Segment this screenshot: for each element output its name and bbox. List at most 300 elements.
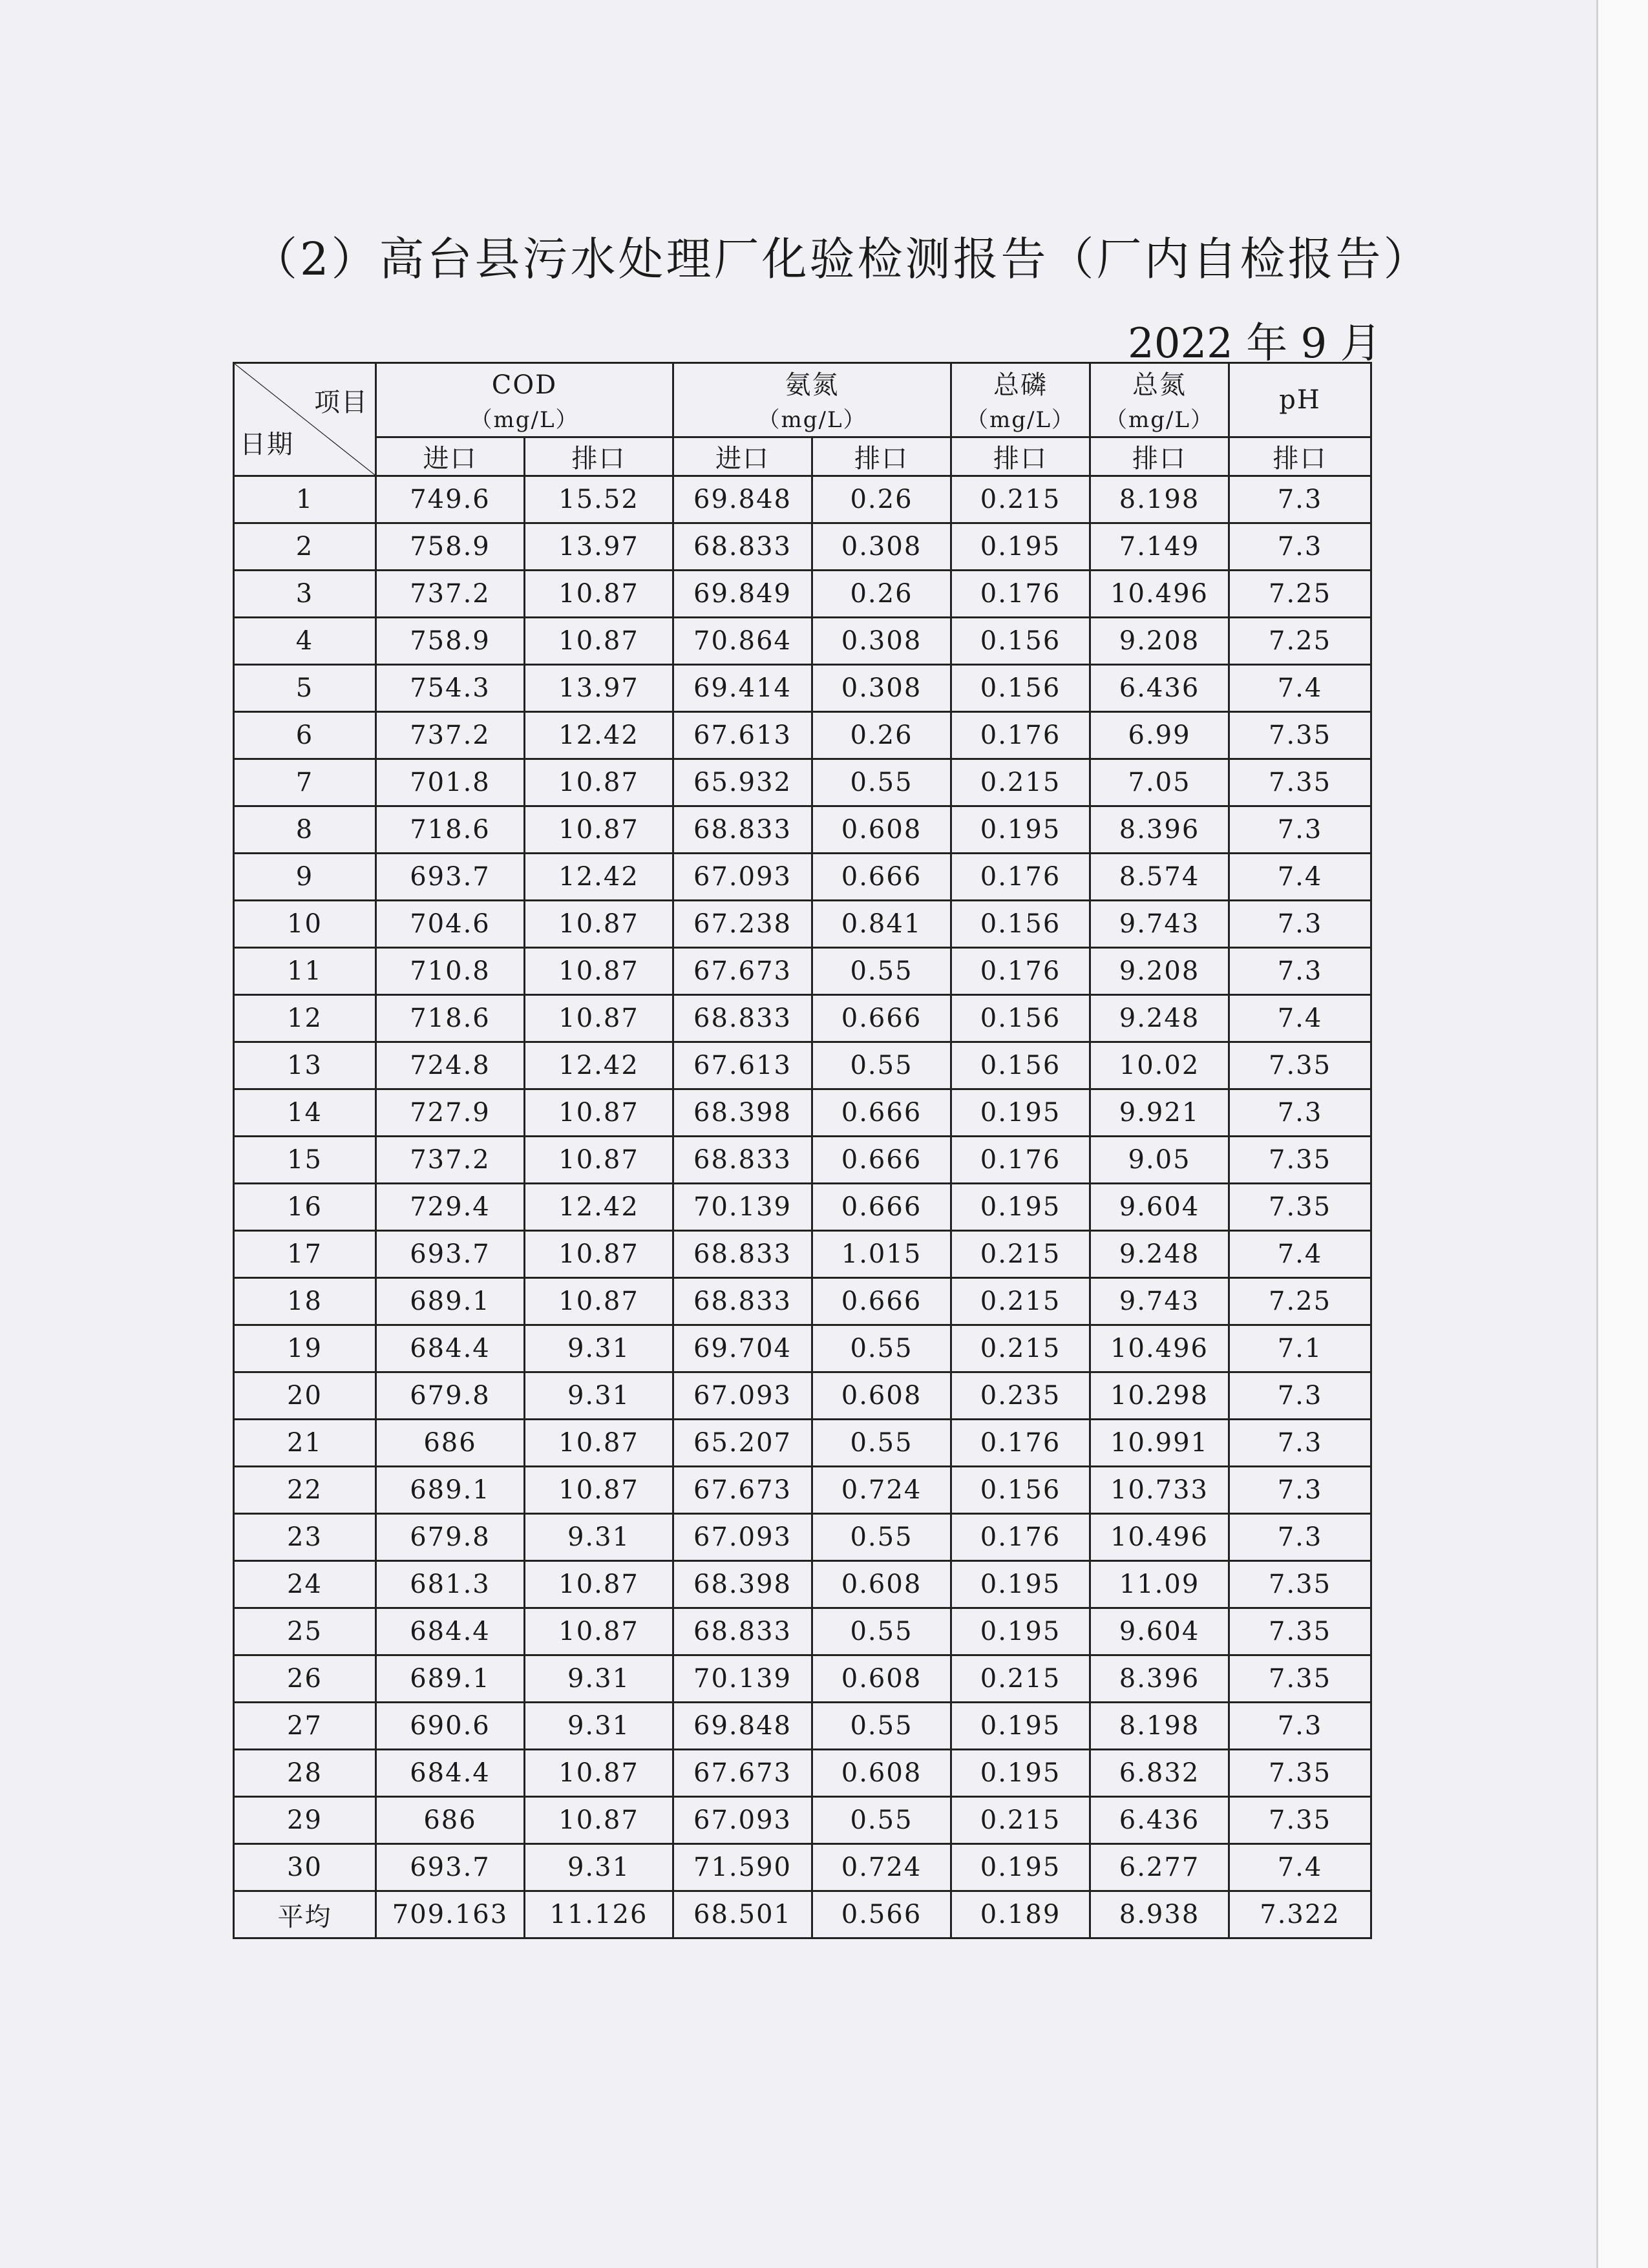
cell-tp-outlet: 0.195 bbox=[951, 1561, 1090, 1608]
cell-ammonia-outlet: 0.55 bbox=[812, 1797, 951, 1844]
cell-tn-outlet: 8.396 bbox=[1090, 806, 1229, 854]
subheader-cod-outlet: 排口 bbox=[525, 437, 673, 476]
cell-ammonia-inlet: 68.833 bbox=[673, 523, 812, 571]
cell-ph-outlet: 7.35 bbox=[1229, 1655, 1371, 1703]
header-group-total-nitrogen: 总氮 （mg/L） bbox=[1090, 363, 1229, 437]
cell-day: 13 bbox=[234, 1042, 376, 1089]
cell-cod-outlet: 13.97 bbox=[525, 523, 673, 571]
cell-tp-outlet: 0.195 bbox=[951, 1089, 1090, 1137]
table-row bbox=[234, 1703, 1371, 1750]
cell-cod-outlet: 12.42 bbox=[525, 1184, 673, 1231]
cell-cod-outlet: 10.87 bbox=[525, 1278, 673, 1325]
cell-ph-outlet: 7.35 bbox=[1229, 1137, 1371, 1184]
table-row bbox=[234, 948, 1371, 995]
table-row bbox=[234, 995, 1371, 1042]
header-group-cod: COD （mg/L） bbox=[376, 363, 673, 437]
cell-tn-outlet: 10.496 bbox=[1090, 571, 1229, 618]
cell-ammonia-outlet: 0.724 bbox=[812, 1844, 951, 1891]
cell-tn-outlet: 9.743 bbox=[1090, 901, 1229, 948]
cell-tn-outlet: 6.436 bbox=[1090, 1797, 1229, 1844]
cell-tp-outlet: 0.215 bbox=[951, 1325, 1090, 1372]
subheader-cod-inlet: 进口 bbox=[376, 437, 525, 476]
cell-cod-inlet: 710.8 bbox=[376, 948, 525, 995]
cell-cod-inlet: 693.7 bbox=[376, 1231, 525, 1278]
average-row bbox=[234, 1891, 1371, 1938]
cell-ammonia-outlet: 0.666 bbox=[812, 995, 951, 1042]
cell-tp-outlet: 0.215 bbox=[951, 476, 1090, 523]
cell-tn-outlet: 9.921 bbox=[1090, 1089, 1229, 1137]
cell-cod-inlet: 704.6 bbox=[376, 901, 525, 948]
cell-ph-outlet: 7.3 bbox=[1229, 1372, 1371, 1420]
cell-tn-outlet: 9.743 bbox=[1090, 1278, 1229, 1325]
table-row bbox=[234, 1089, 1371, 1137]
cell-cod-inlet: 690.6 bbox=[376, 1703, 525, 1750]
cell-cod-inlet: 684.4 bbox=[376, 1325, 525, 1372]
table-row bbox=[234, 1750, 1371, 1797]
cell-tn-outlet: 11.09 bbox=[1090, 1561, 1229, 1608]
cell-ph-outlet: 7.35 bbox=[1229, 1042, 1371, 1089]
cell-cod-inlet: 693.7 bbox=[376, 854, 525, 901]
cell-tp-outlet: 0.195 bbox=[951, 1703, 1090, 1750]
cell-tn-outlet: 10.496 bbox=[1090, 1514, 1229, 1561]
cell-tn-outlet: 9.208 bbox=[1090, 618, 1229, 665]
cell-ph-outlet: 7.3 bbox=[1229, 806, 1371, 854]
cell-ammonia-inlet: 70.139 bbox=[673, 1655, 812, 1703]
cell-cod-outlet: 10.87 bbox=[525, 901, 673, 948]
scanner-edge bbox=[1596, 0, 1648, 2268]
cell-cod-outlet: 10.87 bbox=[525, 1467, 673, 1514]
cell-ammonia-inlet: 67.093 bbox=[673, 1372, 812, 1420]
cell-tp-outlet: 0.235 bbox=[951, 1372, 1090, 1420]
cell-ammonia-outlet: 0.55 bbox=[812, 948, 951, 995]
cell-cod-inlet: 679.8 bbox=[376, 1514, 525, 1561]
cell-ph-outlet: 7.35 bbox=[1229, 1797, 1371, 1844]
average-day: 平均 bbox=[234, 1891, 376, 1938]
average-cod-inlet: 709.163 bbox=[376, 1891, 525, 1938]
cell-tp-outlet: 0.215 bbox=[951, 1278, 1090, 1325]
cell-day: 28 bbox=[234, 1750, 376, 1797]
cell-cod-inlet: 689.1 bbox=[376, 1278, 525, 1325]
cell-ammonia-outlet: 0.608 bbox=[812, 806, 951, 854]
cell-tn-outlet: 8.198 bbox=[1090, 1703, 1229, 1750]
table-row bbox=[234, 1042, 1371, 1089]
cell-ammonia-outlet: 0.608 bbox=[812, 1561, 951, 1608]
report-date: 2022 年 9 月 bbox=[1128, 320, 1382, 368]
cell-day: 7 bbox=[234, 759, 376, 806]
cell-ammonia-outlet: 0.55 bbox=[812, 1703, 951, 1750]
cell-ph-outlet: 7.35 bbox=[1229, 1184, 1371, 1231]
subheader-ammonia-outlet: 排口 bbox=[812, 437, 951, 476]
cell-cod-inlet: 754.3 bbox=[376, 665, 525, 712]
cell-cod-inlet: 737.2 bbox=[376, 712, 525, 759]
cell-ammonia-outlet: 0.26 bbox=[812, 571, 951, 618]
cell-cod-inlet: 758.9 bbox=[376, 618, 525, 665]
cell-tp-outlet: 0.156 bbox=[951, 1467, 1090, 1514]
cell-cod-outlet: 9.31 bbox=[525, 1703, 673, 1750]
cell-ammonia-outlet: 0.308 bbox=[812, 523, 951, 571]
cell-tn-outlet: 9.604 bbox=[1090, 1184, 1229, 1231]
cell-day: 3 bbox=[234, 571, 376, 618]
cell-tn-outlet: 6.99 bbox=[1090, 712, 1229, 759]
subheader-ammonia-inlet: 进口 bbox=[673, 437, 812, 476]
table-body bbox=[234, 476, 1371, 1938]
report-table bbox=[233, 362, 1372, 1939]
cell-cod-inlet: 689.1 bbox=[376, 1655, 525, 1703]
cell-cod-inlet: 701.8 bbox=[376, 759, 525, 806]
header-row-top bbox=[234, 363, 1371, 437]
cell-ph-outlet: 7.25 bbox=[1229, 1278, 1371, 1325]
cell-ammonia-inlet: 70.864 bbox=[673, 618, 812, 665]
table-row bbox=[234, 618, 1371, 665]
cell-cod-inlet: 684.4 bbox=[376, 1608, 525, 1655]
cell-ammonia-outlet: 0.308 bbox=[812, 618, 951, 665]
cell-ph-outlet: 7.35 bbox=[1229, 759, 1371, 806]
table-row bbox=[234, 571, 1371, 618]
header-group-total-phosphorus: 总磷 （mg/L） bbox=[951, 363, 1090, 437]
cell-cod-outlet: 12.42 bbox=[525, 854, 673, 901]
table-row bbox=[234, 759, 1371, 806]
table-row bbox=[234, 901, 1371, 948]
cell-cod-outlet: 9.31 bbox=[525, 1372, 673, 1420]
cell-day: 8 bbox=[234, 806, 376, 854]
cell-tp-outlet: 0.156 bbox=[951, 665, 1090, 712]
cell-tp-outlet: 0.176 bbox=[951, 712, 1090, 759]
cell-tp-outlet: 0.195 bbox=[951, 1844, 1090, 1891]
cell-ammonia-outlet: 0.666 bbox=[812, 1137, 951, 1184]
cell-ph-outlet: 7.4 bbox=[1229, 665, 1371, 712]
cell-ammonia-inlet: 68.833 bbox=[673, 1137, 812, 1184]
cell-cod-inlet: 737.2 bbox=[376, 571, 525, 618]
cell-day: 5 bbox=[234, 665, 376, 712]
cell-ph-outlet: 7.3 bbox=[1229, 948, 1371, 995]
cell-tp-outlet: 0.215 bbox=[951, 759, 1090, 806]
cell-ammonia-inlet: 69.414 bbox=[673, 665, 812, 712]
cell-ph-outlet: 7.3 bbox=[1229, 1703, 1371, 1750]
cell-ph-outlet: 7.35 bbox=[1229, 1750, 1371, 1797]
cell-tp-outlet: 0.195 bbox=[951, 1608, 1090, 1655]
header-group-ammonia: 氨氮 （mg/L） bbox=[673, 363, 951, 437]
table-row bbox=[234, 1797, 1371, 1844]
cell-day: 24 bbox=[234, 1561, 376, 1608]
cell-cod-inlet: 686 bbox=[376, 1420, 525, 1467]
cell-cod-outlet: 15.52 bbox=[525, 476, 673, 523]
cell-ammonia-inlet: 68.398 bbox=[673, 1089, 812, 1137]
cell-cod-inlet: 758.9 bbox=[376, 523, 525, 571]
table-row bbox=[234, 1231, 1371, 1278]
cell-tp-outlet: 0.176 bbox=[951, 571, 1090, 618]
cell-tp-outlet: 0.195 bbox=[951, 523, 1090, 571]
cell-cod-outlet: 9.31 bbox=[525, 1655, 673, 1703]
cell-ammonia-outlet: 0.55 bbox=[812, 1608, 951, 1655]
cell-ammonia-outlet: 0.666 bbox=[812, 854, 951, 901]
cell-cod-inlet: 684.4 bbox=[376, 1750, 525, 1797]
header-corner-cell bbox=[234, 363, 376, 476]
cell-tp-outlet: 0.215 bbox=[951, 1797, 1090, 1844]
average-cod-outlet: 11.126 bbox=[525, 1891, 673, 1938]
cell-ammonia-inlet: 67.093 bbox=[673, 1514, 812, 1561]
average-tn-outlet: 8.938 bbox=[1090, 1891, 1229, 1938]
cell-tp-outlet: 0.176 bbox=[951, 854, 1090, 901]
cell-day: 18 bbox=[234, 1278, 376, 1325]
cell-cod-inlet: 749.6 bbox=[376, 476, 525, 523]
cell-day: 12 bbox=[234, 995, 376, 1042]
cell-tp-outlet: 0.156 bbox=[951, 1042, 1090, 1089]
table-row bbox=[234, 523, 1371, 571]
cell-cod-inlet: 686 bbox=[376, 1797, 525, 1844]
cell-day: 25 bbox=[234, 1608, 376, 1655]
average-tp-outlet: 0.189 bbox=[951, 1891, 1090, 1938]
cell-ammonia-outlet: 0.55 bbox=[812, 1514, 951, 1561]
cell-day: 6 bbox=[234, 712, 376, 759]
header-row-sub bbox=[234, 437, 1371, 476]
report-title: （2）高台县污水处理厂化验检测报告（厂内自检报告） bbox=[252, 233, 1431, 286]
cell-cod-outlet: 10.87 bbox=[525, 618, 673, 665]
cell-ammonia-inlet: 68.833 bbox=[673, 995, 812, 1042]
cell-ammonia-inlet: 68.398 bbox=[673, 1561, 812, 1608]
cell-cod-outlet: 10.87 bbox=[525, 1089, 673, 1137]
cell-tn-outlet: 6.832 bbox=[1090, 1750, 1229, 1797]
cell-ammonia-inlet: 68.833 bbox=[673, 1608, 812, 1655]
cell-cod-outlet: 12.42 bbox=[525, 1042, 673, 1089]
cell-tp-outlet: 0.215 bbox=[951, 1231, 1090, 1278]
table-row bbox=[234, 1137, 1371, 1184]
cell-ammonia-outlet: 0.308 bbox=[812, 665, 951, 712]
cell-ammonia-inlet: 67.093 bbox=[673, 854, 812, 901]
table-row bbox=[234, 1278, 1371, 1325]
cell-ph-outlet: 7.1 bbox=[1229, 1325, 1371, 1372]
cell-ammonia-inlet: 67.093 bbox=[673, 1797, 812, 1844]
cell-cod-outlet: 10.87 bbox=[525, 1137, 673, 1184]
cell-ammonia-inlet: 71.590 bbox=[673, 1844, 812, 1891]
cell-ammonia-outlet: 0.55 bbox=[812, 1042, 951, 1089]
cell-ph-outlet: 7.4 bbox=[1229, 854, 1371, 901]
cell-ph-outlet: 7.25 bbox=[1229, 618, 1371, 665]
subheader-tn-outlet: 排口 bbox=[1090, 437, 1229, 476]
cell-cod-outlet: 10.87 bbox=[525, 1420, 673, 1467]
table-row bbox=[234, 476, 1371, 523]
cell-cod-inlet: 727.9 bbox=[376, 1089, 525, 1137]
cell-ammonia-outlet: 0.608 bbox=[812, 1750, 951, 1797]
cell-cod-outlet: 10.87 bbox=[525, 1797, 673, 1844]
cell-tn-outlet: 10.02 bbox=[1090, 1042, 1229, 1089]
cell-tp-outlet: 0.176 bbox=[951, 1514, 1090, 1561]
cell-tn-outlet: 8.574 bbox=[1090, 854, 1229, 901]
table-row bbox=[234, 1844, 1371, 1891]
cell-tn-outlet: 8.198 bbox=[1090, 476, 1229, 523]
table-row bbox=[234, 665, 1371, 712]
cell-cod-inlet: 681.3 bbox=[376, 1561, 525, 1608]
cell-ammonia-outlet: 0.26 bbox=[812, 476, 951, 523]
cell-tn-outlet: 6.436 bbox=[1090, 665, 1229, 712]
table-row bbox=[234, 1420, 1371, 1467]
cell-ph-outlet: 7.3 bbox=[1229, 476, 1371, 523]
cell-tn-outlet: 9.248 bbox=[1090, 1231, 1229, 1278]
cell-day: 19 bbox=[234, 1325, 376, 1372]
cell-tp-outlet: 0.195 bbox=[951, 806, 1090, 854]
cell-tn-outlet: 9.208 bbox=[1090, 948, 1229, 995]
cell-day: 2 bbox=[234, 523, 376, 571]
cell-day: 15 bbox=[234, 1137, 376, 1184]
cell-ammonia-outlet: 0.841 bbox=[812, 901, 951, 948]
cell-cod-outlet: 12.42 bbox=[525, 712, 673, 759]
cell-cod-outlet: 10.87 bbox=[525, 1561, 673, 1608]
cell-day: 4 bbox=[234, 618, 376, 665]
cell-ammonia-inlet: 69.848 bbox=[673, 476, 812, 523]
cell-ammonia-inlet: 67.613 bbox=[673, 712, 812, 759]
cell-tn-outlet: 9.604 bbox=[1090, 1608, 1229, 1655]
cell-day: 14 bbox=[234, 1089, 376, 1137]
cell-tp-outlet: 0.176 bbox=[951, 1137, 1090, 1184]
cell-ammonia-outlet: 0.608 bbox=[812, 1372, 951, 1420]
cell-day: 29 bbox=[234, 1797, 376, 1844]
table-row bbox=[234, 1561, 1371, 1608]
cell-ammonia-outlet: 0.724 bbox=[812, 1467, 951, 1514]
cell-ammonia-inlet: 65.932 bbox=[673, 759, 812, 806]
cell-ammonia-outlet: 0.608 bbox=[812, 1655, 951, 1703]
cell-ph-outlet: 7.3 bbox=[1229, 1514, 1371, 1561]
cell-cod-outlet: 10.87 bbox=[525, 1750, 673, 1797]
cell-ammonia-inlet: 69.704 bbox=[673, 1325, 812, 1372]
cell-ammonia-inlet: 65.207 bbox=[673, 1420, 812, 1467]
cell-ph-outlet: 7.35 bbox=[1229, 1561, 1371, 1608]
cell-ammonia-outlet: 0.26 bbox=[812, 712, 951, 759]
cell-tp-outlet: 0.176 bbox=[951, 948, 1090, 995]
cell-cod-outlet: 10.87 bbox=[525, 948, 673, 995]
cell-tp-outlet: 0.156 bbox=[951, 901, 1090, 948]
cell-cod-inlet: 718.6 bbox=[376, 995, 525, 1042]
corner-date-label: 日期 bbox=[240, 430, 294, 459]
cell-tp-outlet: 0.215 bbox=[951, 1655, 1090, 1703]
cell-cod-inlet: 737.2 bbox=[376, 1137, 525, 1184]
cell-ph-outlet: 7.3 bbox=[1229, 901, 1371, 948]
table-row bbox=[234, 1184, 1371, 1231]
cell-day: 22 bbox=[234, 1467, 376, 1514]
cell-cod-inlet: 724.8 bbox=[376, 1042, 525, 1089]
cell-ammonia-inlet: 68.833 bbox=[673, 1278, 812, 1325]
cell-cod-outlet: 9.31 bbox=[525, 1514, 673, 1561]
cell-cod-outlet: 10.87 bbox=[525, 759, 673, 806]
cell-day: 20 bbox=[234, 1372, 376, 1420]
cell-tn-outlet: 6.277 bbox=[1090, 1844, 1229, 1891]
cell-cod-outlet: 10.87 bbox=[525, 1608, 673, 1655]
table-row bbox=[234, 854, 1371, 901]
cell-cod-outlet: 10.87 bbox=[525, 571, 673, 618]
cell-ammonia-outlet: 1.015 bbox=[812, 1231, 951, 1278]
cell-ammonia-outlet: 0.55 bbox=[812, 1420, 951, 1467]
header-group-ph: pH bbox=[1229, 363, 1371, 437]
cell-tn-outlet: 9.248 bbox=[1090, 995, 1229, 1042]
table-row bbox=[234, 1608, 1371, 1655]
cell-day: 17 bbox=[234, 1231, 376, 1278]
average-ph-outlet: 7.322 bbox=[1229, 1891, 1371, 1938]
table-row bbox=[234, 712, 1371, 759]
table-row bbox=[234, 1325, 1371, 1372]
cell-ammonia-inlet: 68.833 bbox=[673, 1231, 812, 1278]
cell-ammonia-inlet: 69.848 bbox=[673, 1703, 812, 1750]
cell-tn-outlet: 8.396 bbox=[1090, 1655, 1229, 1703]
cell-ph-outlet: 7.35 bbox=[1229, 1608, 1371, 1655]
cell-tn-outlet: 7.05 bbox=[1090, 759, 1229, 806]
table-row bbox=[234, 806, 1371, 854]
cell-tp-outlet: 0.156 bbox=[951, 618, 1090, 665]
cell-day: 1 bbox=[234, 476, 376, 523]
average-ammonia-outlet: 0.566 bbox=[812, 1891, 951, 1938]
cell-ph-outlet: 7.35 bbox=[1229, 712, 1371, 759]
cell-tn-outlet: 10.496 bbox=[1090, 1325, 1229, 1372]
cell-ammonia-outlet: 0.666 bbox=[812, 1089, 951, 1137]
cell-cod-inlet: 718.6 bbox=[376, 806, 525, 854]
cell-tp-outlet: 0.195 bbox=[951, 1750, 1090, 1797]
table-row bbox=[234, 1372, 1371, 1420]
cell-ph-outlet: 7.4 bbox=[1229, 1231, 1371, 1278]
cell-ammonia-outlet: 0.666 bbox=[812, 1278, 951, 1325]
cell-cod-outlet: 10.87 bbox=[525, 1231, 673, 1278]
cell-ammonia-outlet: 0.55 bbox=[812, 759, 951, 806]
cell-tn-outlet: 9.05 bbox=[1090, 1137, 1229, 1184]
cell-cod-outlet: 13.97 bbox=[525, 665, 673, 712]
cell-ph-outlet: 7.4 bbox=[1229, 995, 1371, 1042]
cell-ammonia-inlet: 67.238 bbox=[673, 901, 812, 948]
cell-ph-outlet: 7.3 bbox=[1229, 1467, 1371, 1514]
cell-cod-inlet: 729.4 bbox=[376, 1184, 525, 1231]
cell-cod-outlet: 10.87 bbox=[525, 806, 673, 854]
cell-cod-outlet: 9.31 bbox=[525, 1844, 673, 1891]
cell-cod-inlet: 693.7 bbox=[376, 1844, 525, 1891]
cell-day: 16 bbox=[234, 1184, 376, 1231]
table-row bbox=[234, 1514, 1371, 1561]
table-row bbox=[234, 1467, 1371, 1514]
cell-ph-outlet: 7.3 bbox=[1229, 523, 1371, 571]
cell-ammonia-inlet: 67.673 bbox=[673, 948, 812, 995]
cell-ph-outlet: 7.3 bbox=[1229, 1089, 1371, 1137]
cell-day: 27 bbox=[234, 1703, 376, 1750]
cell-day: 21 bbox=[234, 1420, 376, 1467]
cell-day: 30 bbox=[234, 1844, 376, 1891]
table-row bbox=[234, 1655, 1371, 1703]
cell-tn-outlet: 10.991 bbox=[1090, 1420, 1229, 1467]
cell-ph-outlet: 7.4 bbox=[1229, 1844, 1371, 1891]
cell-day: 11 bbox=[234, 948, 376, 995]
cell-tp-outlet: 0.176 bbox=[951, 1420, 1090, 1467]
cell-tn-outlet: 7.149 bbox=[1090, 523, 1229, 571]
cell-tp-outlet: 0.195 bbox=[951, 1184, 1090, 1231]
cell-ammonia-outlet: 0.55 bbox=[812, 1325, 951, 1372]
corner-item-label: 项目 bbox=[314, 388, 368, 417]
cell-day: 10 bbox=[234, 901, 376, 948]
cell-ammonia-inlet: 70.139 bbox=[673, 1184, 812, 1231]
cell-day: 9 bbox=[234, 854, 376, 901]
subheader-ph-outlet: 排口 bbox=[1229, 437, 1371, 476]
cell-day: 23 bbox=[234, 1514, 376, 1561]
cell-ammonia-outlet: 0.666 bbox=[812, 1184, 951, 1231]
cell-ammonia-inlet: 68.833 bbox=[673, 806, 812, 854]
subheader-tp-outlet: 排口 bbox=[951, 437, 1090, 476]
cell-cod-outlet: 9.31 bbox=[525, 1325, 673, 1372]
cell-ammonia-inlet: 67.613 bbox=[673, 1042, 812, 1089]
cell-ammonia-inlet: 69.849 bbox=[673, 571, 812, 618]
cell-ammonia-inlet: 67.673 bbox=[673, 1467, 812, 1514]
cell-ammonia-inlet: 67.673 bbox=[673, 1750, 812, 1797]
cell-cod-inlet: 679.8 bbox=[376, 1372, 525, 1420]
cell-day: 26 bbox=[234, 1655, 376, 1703]
cell-tp-outlet: 0.156 bbox=[951, 995, 1090, 1042]
average-ammonia-inlet: 68.501 bbox=[673, 1891, 812, 1938]
cell-cod-outlet: 10.87 bbox=[525, 995, 673, 1042]
cell-cod-inlet: 689.1 bbox=[376, 1467, 525, 1514]
cell-ph-outlet: 7.25 bbox=[1229, 571, 1371, 618]
cell-tn-outlet: 10.733 bbox=[1090, 1467, 1229, 1514]
cell-tn-outlet: 10.298 bbox=[1090, 1372, 1229, 1420]
